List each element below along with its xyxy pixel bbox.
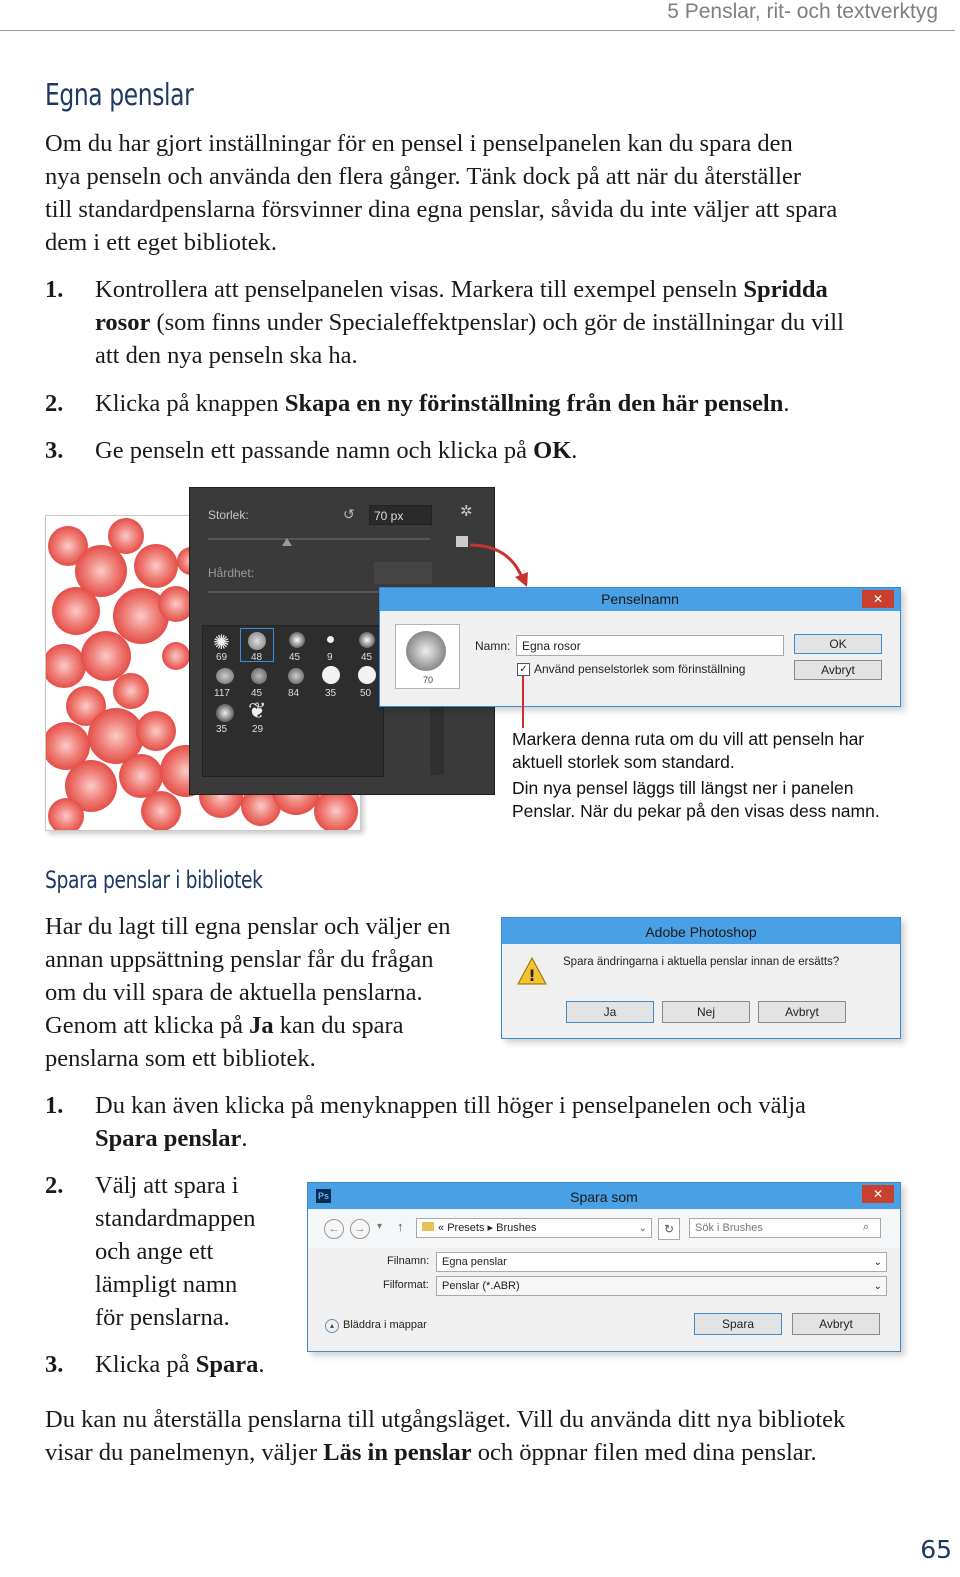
grass-brush-icon[interactable] [288,668,304,684]
size-label: Storlek: [208,508,249,522]
step-text: Klicka på [95,1351,196,1378]
preset-label: 117 [214,688,230,699]
close-icon[interactable]: ✕ [862,1185,894,1203]
refresh-icon[interactable]: ↻ [658,1218,680,1240]
dialog-title: Penselnamn [601,591,679,607]
brush-name-input[interactable]: Egna rosor [516,635,784,656]
preset-label: 50 [360,688,372,699]
forward-arrow-icon[interactable]: → [350,1219,370,1239]
step-number: 2. [45,1172,64,1199]
intro-line: Har du lagt till egna penslar och väljer en [45,913,451,940]
soft-round-brush-icon[interactable] [359,632,375,648]
step-number: 1. [45,276,64,303]
preset-label: 45 [361,652,373,663]
brush-name-dialog [379,587,901,707]
intro-line: till standardpenslarna försvinner dina egna penslar, såvida du inte väljer att spara [45,196,838,223]
step-bold: Skapa en ny förinställning från den här penseln [284,390,784,417]
filename-input[interactable] [436,1252,887,1272]
address-bar[interactable] [416,1218,652,1238]
filetype-label: Filformat: [383,1279,429,1291]
leaf-brush-icon[interactable] [251,668,267,684]
recent-dropdown-icon[interactable]: ▾ [377,1221,383,1232]
section2-step-2 [45,1169,295,1339]
intro-bold: Ja [249,1012,274,1039]
callout-caption [512,728,932,823]
step-3 [45,434,925,468]
intro-line: nya penseln och använda den flera gånger. Tänk dock på att när du återställer [45,163,802,190]
preset-label: 35 [325,688,337,699]
step-bold: Spara [195,1351,259,1378]
step-text: Välj att spara i [95,1172,239,1199]
step-text: (som finns under Specialeffektpenslar) och gör de inställningar du vill [150,309,844,336]
path-overflow: « [438,1222,445,1234]
folder-icon [422,1222,434,1231]
step-text: för penslarna. [95,1304,230,1331]
chapter-header: 5 Penslar, rit- och textverktyg [667,0,938,23]
warning-icon [516,956,548,986]
name-label: Namn: [475,639,511,653]
intro-line: Genom att klicka på [45,1012,250,1039]
intro-line: kan du spara [273,1012,404,1039]
step-bold: rosor [95,309,151,336]
up-arrow-icon[interactable]: ↑ [397,1219,404,1234]
path-separator-icon: ▸ [487,1222,494,1234]
yes-button[interactable]: Ja [566,1001,654,1023]
dialog-title-bar [308,1183,900,1209]
rose-brush-icon[interactable] [248,632,266,650]
hardness-label: Hårdhet: [208,566,255,580]
path-segment[interactable]: Brushes [496,1222,537,1234]
step-text: Du kan även klicka på menyknappen till höger i penselpanelen och välja [95,1092,806,1119]
chevron-down-icon[interactable]: ⌄ [873,1257,882,1268]
soft-round-brush-icon[interactable] [216,704,234,722]
back-arrow-icon[interactable]: ← [324,1219,344,1239]
step-text: Kontrollera att penselpanelen visas. Markera till exempel penseln [95,276,744,303]
chevron-down-icon[interactable]: ⌄ [638,1223,647,1234]
search-input[interactable]: Sök i Brushes [689,1218,881,1238]
no-button[interactable]: Nej [662,1001,750,1023]
intro-line: annan uppsättning penslar får du frågan [45,946,434,973]
texture-brush-icon[interactable] [216,668,234,684]
section2-intro [45,910,495,1075]
step-number: 1. [45,1092,64,1119]
photoshop-confirm-dialog [501,917,901,1039]
outro-paragraph [45,1403,935,1469]
page-number: 65 [920,1535,952,1564]
step-2 [45,387,925,421]
callout-line [522,676,524,728]
butterfly-brush-icon[interactable]: ❦ [248,698,267,723]
step-text: lämpligt namn [95,1271,238,1298]
splatter-brush-icon[interactable]: ✺ [213,632,230,654]
dialog-title: Spara som [570,1189,638,1205]
intro-line: Om du har gjort inställningar för en pensel i penselpanelen kan du spara den [45,130,793,157]
step-text: standardmappen [95,1205,256,1232]
size-slider-handle[interactable] [282,538,292,546]
section2-step-3 [45,1348,305,1382]
outro-line: och öppnar filen med dina penslar. [471,1439,817,1466]
confirm-message: Spara ändringarna i aktuella penslar innan de ersätts? [563,956,840,968]
step-number: 3. [45,1351,64,1378]
step-text: och ange ett [95,1238,214,1265]
caption-line: Din nya pensel läggs till längst ner i panelen [512,778,854,798]
outro-line: visar du panelmenyn, väljer [45,1439,324,1466]
step-bold: Spara penslar [95,1125,242,1152]
hard-round-brush-icon[interactable] [358,666,376,684]
cancel-button[interactable]: Avbryt [794,660,882,680]
caption-line: Markera denna ruta om du vill att penseln har [512,729,865,749]
preset-label: 69 [216,652,228,663]
step-text: . [241,1125,248,1152]
step-1 [45,273,925,373]
filename-value: Egna penslar [442,1256,507,1268]
gear-icon[interactable]: ✲ [460,503,473,520]
rose-brush-icon [406,631,446,671]
filetype-select[interactable] [436,1276,887,1296]
section-title-egna-penslar: Egna penslar [45,78,194,113]
size-input[interactable]: 70 px [369,505,432,525]
step-text: . [258,1351,265,1378]
svg-text:!: ! [528,966,536,985]
intro-paragraph [45,127,925,259]
preset-grid [202,625,384,777]
dialog-title-bar [502,918,900,944]
cancel-button[interactable]: Avbryt [792,1313,880,1335]
preset-label: 45 [289,652,301,663]
search-icon: ⌕ [863,1221,870,1233]
save-as-dialog [307,1182,901,1352]
dialog-title: Adobe Photoshop [645,924,757,940]
step-text: att den nya penseln ska ha. [95,342,358,369]
chevron-down-icon[interactable]: ⌄ [873,1281,882,1292]
outro-bold: Läs in penslar [323,1439,472,1466]
step-text: Ge penseln ett passande namn och klicka på [95,437,534,464]
preset-label: 35 [216,724,228,735]
preview-size-label: 70 [423,675,434,685]
dialog-title-bar [380,588,900,611]
intro-line: dem i ett eget bibliotek. [45,229,278,256]
brush-preview [395,624,460,689]
step-text: . [783,390,790,417]
step-bold: Spridda [743,276,828,303]
step-number: 2. [45,390,64,417]
header-rule [0,30,955,31]
hard-round-brush-icon[interactable] [322,666,340,684]
soft-round-brush-icon[interactable] [289,632,305,648]
preset-label: 29 [252,724,264,735]
section-title-spara-penslar: Spara penslar i bibliotek [45,866,263,894]
reset-size-icon[interactable]: ↺ [343,506,355,522]
cancel-button[interactable]: Avbryt [758,1001,846,1023]
preset-label: 9 [327,652,333,663]
filename-label: Filnamn: [387,1255,430,1267]
save-button[interactable]: Spara [694,1313,782,1335]
path-segment[interactable]: Presets [447,1222,485,1234]
outro-line: Du kan nu återställa penslarna till utgångsläget. Vill du använda ditt nya bibliotek [45,1406,846,1433]
hardness-input[interactable] [374,562,432,584]
step-bold: OK [533,437,572,464]
preset-label: 84 [288,688,300,699]
photoshop-app-icon: Ps [317,1191,329,1201]
caption-line: aktuell storlek som standard. [512,752,735,772]
filetype-value: Penslar (*.ABR) [442,1280,520,1292]
caption-line: Penslar. När du pekar på den visas dess namn. [512,801,880,821]
preset-label: 45 [251,688,263,699]
step-number: 3. [45,437,64,464]
checkbox-label: Använd penselstorlek som förinställning [534,662,746,676]
size-slider-track[interactable] [208,538,430,540]
step-text: Klicka på knappen [95,390,285,417]
intro-line: om du vill spara de aktuella penslarna. [45,979,423,1006]
preset-label: 48 [251,652,263,663]
browse-folders-toggle[interactable]: Bläddra i mappar [343,1319,427,1331]
ok-button[interactable]: OK [794,634,882,654]
close-icon[interactable]: ✕ [862,590,894,608]
use-size-checkbox[interactable]: ✓ [517,663,530,676]
intro-line: penslarna som ett bibliotek. [45,1045,316,1072]
expand-chevron-icon[interactable]: ▴ [325,1319,339,1333]
red-arrow-icon [465,535,535,595]
hard-round-brush-icon[interactable] [327,636,334,643]
step-text: . [571,437,578,464]
section2-step-1 [45,1089,925,1159]
